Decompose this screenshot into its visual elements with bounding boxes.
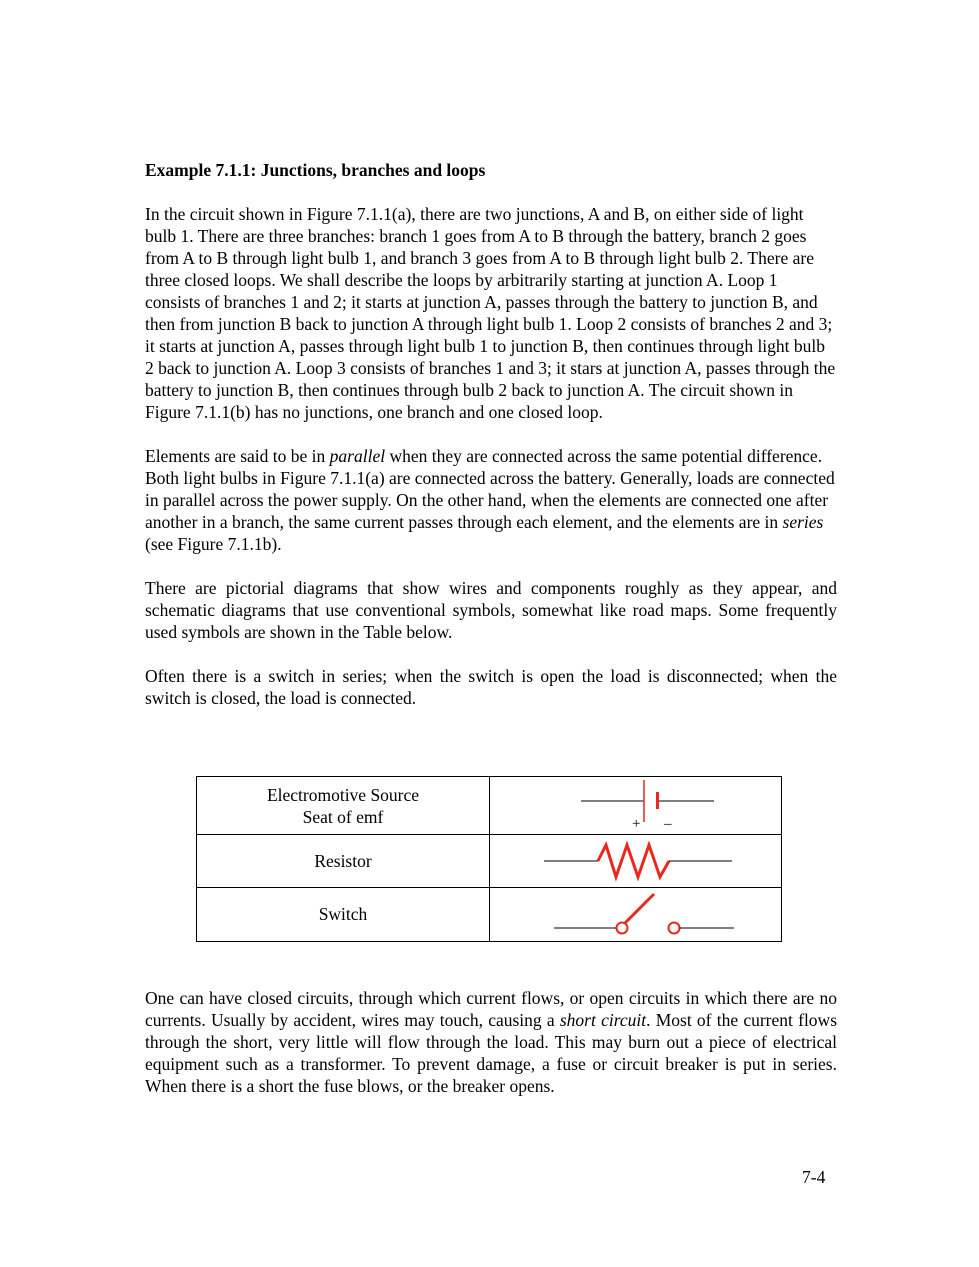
switch-symbol-cell bbox=[490, 887, 782, 941]
table-row bbox=[197, 835, 782, 887]
emf-label-line1: Electromotive Source bbox=[266, 784, 420, 805]
table-row bbox=[197, 887, 782, 941]
paragraph-short-circuit bbox=[145, 987, 837, 1097]
switch-label: Switch bbox=[197, 887, 490, 941]
page-body bbox=[145, 159, 837, 731]
example-heading: Example 7.1.1: Junctions, branches and loops bbox=[145, 160, 486, 180]
resistor-label: Resistor bbox=[197, 835, 490, 887]
plus-sign: + bbox=[631, 815, 640, 832]
text-span: One can have closed circuits, through which current flows, or open circuits in which there are no currents. Usually by accident, wires may touch, causing a bbox=[145, 988, 837, 1030]
symbols-table bbox=[196, 776, 782, 942]
page-number: 7-4 bbox=[802, 1167, 826, 1187]
term-parallel: parallel bbox=[329, 446, 386, 466]
paragraph-switch: Often there is a switch in series; when the switch is open the load is disconnected; when the switch is closed, the load is connected. bbox=[145, 666, 837, 708]
switch-symbol-icon bbox=[536, 888, 736, 940]
paragraph-diagrams: There are pictorial diagrams that show wires and components roughly as they appear, and schematic diagrams that use conventional symbols, somewhat like road maps. Some frequently used symbols are shown in the Table below. bbox=[145, 578, 837, 642]
battery-symbol-icon bbox=[556, 778, 716, 834]
resistor-symbol-icon bbox=[536, 839, 736, 883]
text-span: (see Figure 7.1.1b). bbox=[145, 534, 282, 554]
page-body-lower bbox=[145, 987, 837, 1119]
resistor-symbol-cell bbox=[490, 835, 782, 887]
text-span: Elements are said to be in bbox=[145, 446, 330, 466]
paragraph-junctions: In the circuit shown in Figure 7.1.1(a), there are two junctions, A and B, on either side of light bulb 1. There are three branches: branch 1 goes from A to B through the battery, branch 2 goes from A to B through light bulb 1, and branch 3 goes from A to B through light bulb 2. There are three closed loops. We shall describe the loops by arbitrarily starting at junction A. Loop 1 consists of branches 1 and 2; it starts at junction A, passes through the battery to junction B, and then from junction B back to junction A through light bulb 1. Loop 2 consists of branches 2 and 3; it starts at junction A, passes through light bulb 1 to junction B, then continues through light bulb 2 back to junction A. Loop 3 consists of branches 1 and 3; it stars at junction A, passes through the battery to junction B, then continues through bulb 2 back to junction A. The circuit shown in Figure 7.1.1(b) has no junctions, one branch and one closed loop. bbox=[145, 204, 836, 422]
paragraph-parallel-series bbox=[145, 445, 837, 555]
text-span: . Most of the current flows through the short, very little will flow through the load. This may burn out a piece of electrical equipment such as a transformer. To prevent damage, a fuse or circuit breaker is put in series. When there is a short the fuse blows, or the breaker opens. bbox=[145, 1010, 837, 1096]
emf-symbol-cell bbox=[490, 777, 782, 835]
emf-label-line2: Seat of emf bbox=[302, 806, 384, 827]
minus-sign: – bbox=[663, 815, 671, 832]
emf-label-cell bbox=[197, 777, 490, 835]
term-short-circuit: short circuit bbox=[559, 1010, 647, 1030]
term-series: series bbox=[782, 512, 824, 532]
table-row bbox=[197, 777, 782, 835]
text-span: when they are connected across the same potential difference. Both light bulbs in Figure 7.1.1(a) are connected across the battery. Generally, loads are connected in parallel across the power supply. On the other hand, when the elements are connected one after another in a branch, the same current passes through each element, and the elements are in bbox=[145, 446, 835, 532]
